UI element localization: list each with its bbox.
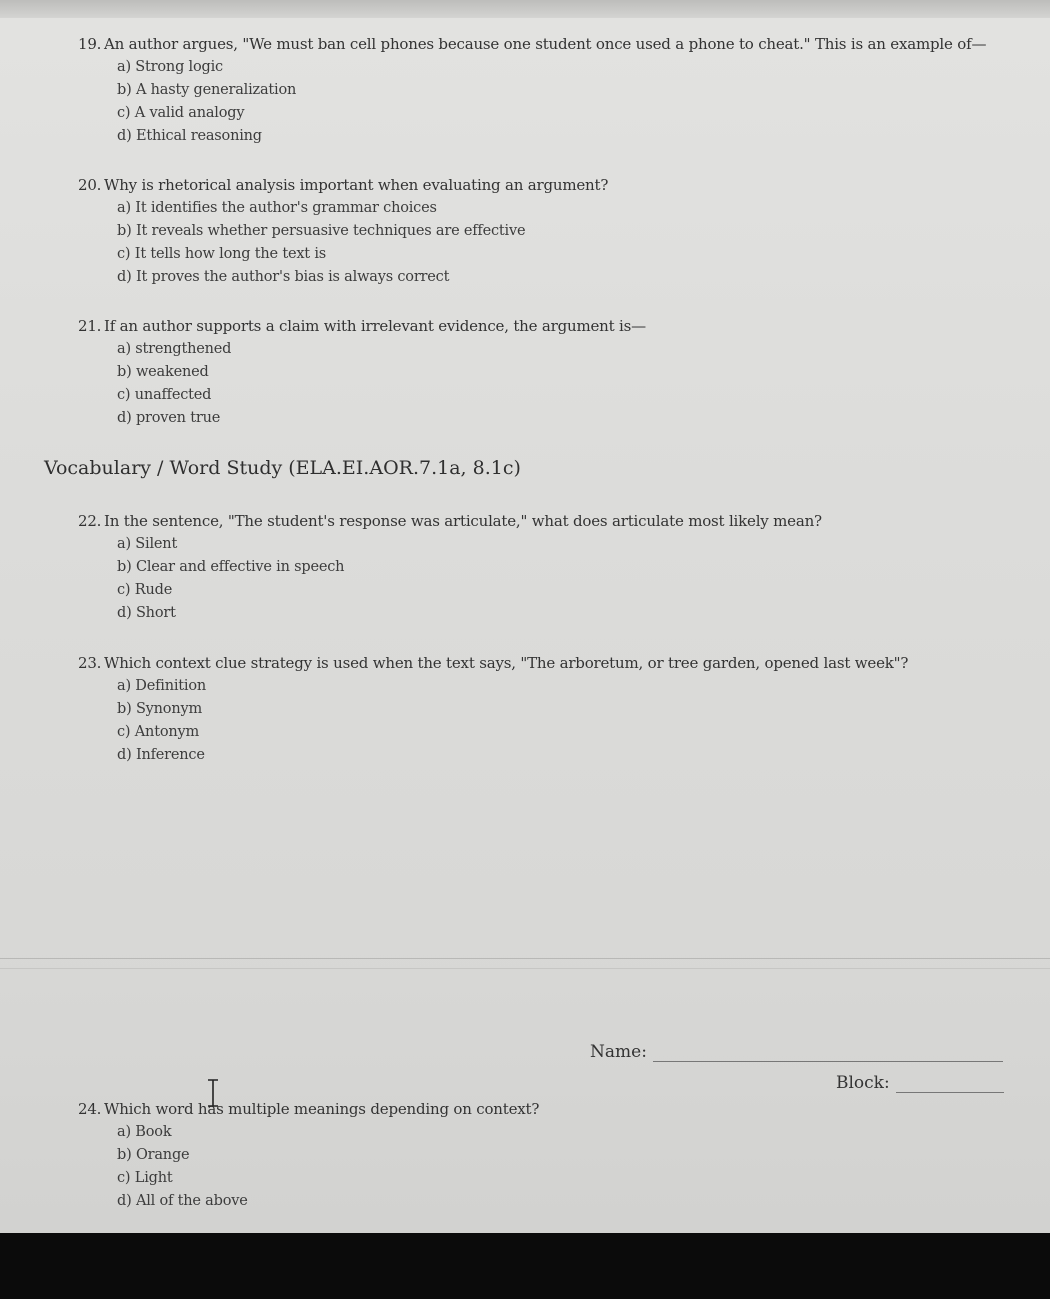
question-22 <box>78 510 822 625</box>
question-text: In the sentence, "The student's response was articulate," what does articulate most likely mean? <box>104 512 822 530</box>
page-break-divider <box>0 968 1050 969</box>
name-label: Name: <box>590 1042 647 1062</box>
option-d: d) Ethical reasoning <box>117 128 262 144</box>
page-break-divider <box>0 958 1050 959</box>
option-a: a) Silent <box>117 536 178 552</box>
question-number: 21. <box>78 317 102 335</box>
option-d: d) Inference <box>117 747 205 763</box>
question-23 <box>78 652 909 767</box>
question-20 <box>78 174 609 289</box>
option-a: a) Book <box>117 1124 172 1140</box>
option-b: b) weakened <box>117 364 209 380</box>
option-c: c) It tells how long the text is <box>117 246 327 262</box>
question-21 <box>78 315 646 430</box>
option-b: b) Clear and effective in speech <box>117 559 345 575</box>
question-stem <box>78 652 909 675</box>
question-text: Which context clue strategy is used when the text says, "The arboretum, or tree garden, opened last week"? <box>104 654 909 672</box>
option-b: b) A hasty generalization <box>117 82 297 98</box>
question-number: 23. <box>78 654 102 672</box>
option-b: b) Orange <box>117 1147 190 1163</box>
option-c: c) Rude <box>117 582 173 598</box>
question-text: Which word has multiple meanings depending on context? <box>104 1100 540 1118</box>
text-cursor-icon <box>206 1078 220 1115</box>
question-text: An author argues, "We must ban cell phones because one student once used a phone to cheat." This is an example of— <box>104 35 987 53</box>
section-heading: Vocabulary / Word Study (ELA.EI.AOR.7.1a, 8.1c) <box>44 457 521 479</box>
question-stem <box>78 510 822 533</box>
question-number: 20. <box>78 176 102 194</box>
option-c: c) A valid analogy <box>117 105 245 121</box>
question-stem <box>78 33 987 56</box>
block-blank <box>896 1076 1004 1093</box>
question-24 <box>78 1098 540 1213</box>
question-text: Why is rhetorical analysis important when evaluating an argument? <box>104 176 609 194</box>
question-stem <box>78 315 646 338</box>
option-d: d) Short <box>117 605 176 621</box>
option-a: a) It identifies the author's grammar choices <box>117 200 437 216</box>
question-number: 24. <box>78 1100 102 1118</box>
option-d: d) All of the above <box>117 1193 248 1209</box>
option-b: b) It reveals whether persuasive techniques are effective <box>117 223 526 239</box>
option-c: c) Light <box>117 1170 173 1186</box>
question-stem <box>78 1098 540 1121</box>
block-label: Block: <box>836 1073 890 1093</box>
option-d: d) It proves the author's bias is always correct <box>117 269 450 285</box>
name-field <box>590 1042 1003 1062</box>
option-c: c) unaffected <box>117 387 212 403</box>
question-text: If an author supports a claim with irrelevant evidence, the argument is— <box>104 317 646 335</box>
option-a: a) Definition <box>117 678 207 694</box>
monitor-bezel <box>0 1233 1050 1299</box>
question-19 <box>78 33 987 148</box>
option-a: a) strengthened <box>117 341 232 357</box>
question-number: 19. <box>78 35 102 53</box>
option-d: d) proven true <box>117 410 221 426</box>
option-c: c) Antonym <box>117 724 200 740</box>
question-stem <box>78 174 609 197</box>
question-number: 22. <box>78 512 102 530</box>
name-blank <box>653 1045 1003 1062</box>
block-field <box>836 1073 1004 1093</box>
option-b: b) Synonym <box>117 701 203 717</box>
screen-top-edge <box>0 0 1050 18</box>
option-a: a) Strong logic <box>117 59 223 75</box>
